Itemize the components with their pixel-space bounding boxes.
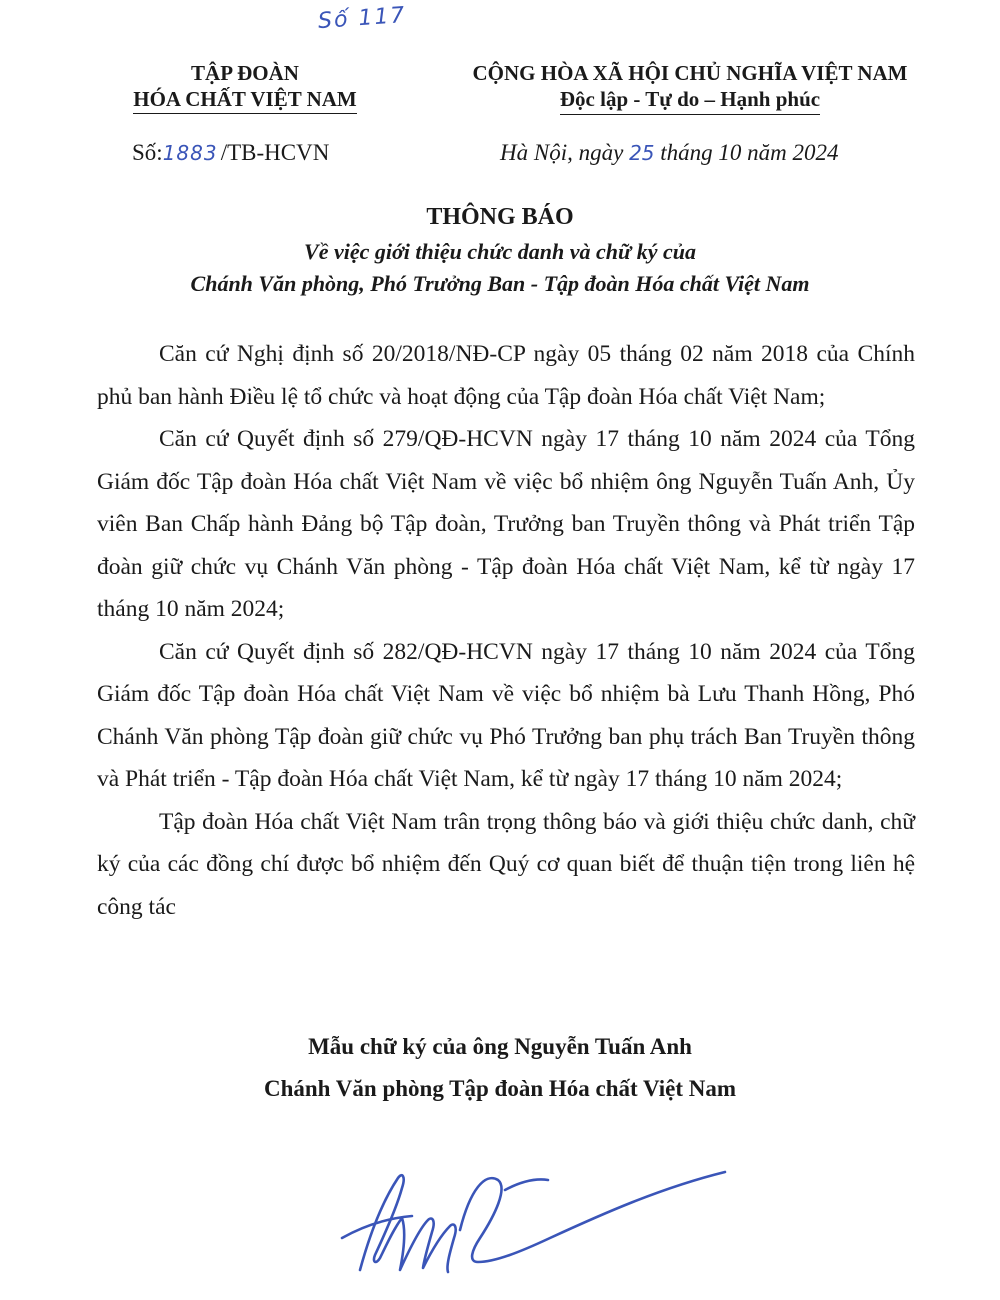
date-line [500, 138, 920, 168]
signature-caption-line2: Chánh Văn phòng Tập đoàn Hóa chất Việt Nam [263, 1076, 737, 1101]
body-paragraph: Căn cứ Nghị định số 20/2018/NĐ-CP ngày 05 tháng 02 năm 2018 của Chính phủ ban hành Điều lệ tổ chức và hoạt động của Tập đoàn Hóa chất Việt Nam; [97, 341, 915, 410]
document-body [97, 333, 915, 928]
doc-number-prefix: Số: [132, 140, 163, 165]
org-line2: HÓA CHẤT VIỆT NAM [133, 86, 356, 114]
date-day-handwritten: 25 [629, 141, 655, 165]
document-title: THÔNG BÁO [426, 204, 574, 230]
document-number [132, 138, 329, 168]
document-subtitle [0, 236, 1000, 300]
body-paragraph: Căn cứ Quyết định số 282/QĐ-HCVN ngày 17 tháng 10 năm 2024 của Tổng Giám đốc Tập đoàn Hóa chất Việt Nam về việc bổ nhiệm bà Lưu Thanh Hồng, Phó Chánh Văn phòng Tập đoàn giữ chức vụ Phó Trưởng ban phụ trách Ban Truyền thông và Phát triển - Tập đoàn Hóa chất Việt Nam, kể từ ngày 17 tháng 10 năm 2024; [97, 638, 915, 792]
date-suffix: tháng 10 năm 2024 [660, 140, 839, 165]
date-prefix: Hà Nội, ngày [500, 140, 624, 165]
national-motto: Độc lập - Tự do – Hạnh phúc [560, 86, 820, 115]
doc-number-handwritten: 1883 [162, 141, 218, 165]
subtitle-line2: Chánh Văn phòng, Phó Trưởng Ban - Tập đoàn Hóa chất Việt Nam [190, 271, 810, 296]
doc-number-suffix: /TB-HCVN [220, 140, 330, 165]
signature-caption-line1: Mẫu chữ ký của ông Nguyễn Tuấn Anh [308, 1034, 692, 1059]
body-paragraph: Căn cứ Quyết định số 279/QĐ-HCVN ngày 17 tháng 10 năm 2024 của Tổng Giám đốc Tập đoàn Hóa chất Việt Nam về việc bổ nhiệm ông Nguyễn Tuấn Anh, Ủy viên Ban Chấp hành Đảng bộ Tập đoàn, Trưởng ban Truyền thông và Phát triển Tập đoàn giữ chức vụ Chánh Văn phòng - Tập đoàn Hóa chất Việt Nam, kể từ ngày 17 tháng 10 năm 2024; [97, 426, 915, 622]
body-paragraph: Tập đoàn Hóa chất Việt Nam trân trọng thông báo và giới thiệu chức danh, chữ ký của các đồng chí được bổ nhiệm đến Quý cơ quan biết để thuận tiện trong liên hệ công tác [97, 808, 915, 920]
signature-caption [0, 1026, 1000, 1110]
nation-title: CỘNG HÒA XÃ HỘI CHỦ NGHĨA VIỆT NAM [472, 61, 908, 85]
handwritten-signature [320, 1120, 740, 1300]
issuing-organization [95, 60, 395, 114]
subtitle-line1: Về việc giới thiệu chức danh và chữ ký của [304, 239, 696, 264]
national-header [440, 60, 940, 115]
org-line1: TẬP ĐOÀN [191, 61, 299, 85]
handwritten-note: Số 117 [317, 2, 408, 35]
